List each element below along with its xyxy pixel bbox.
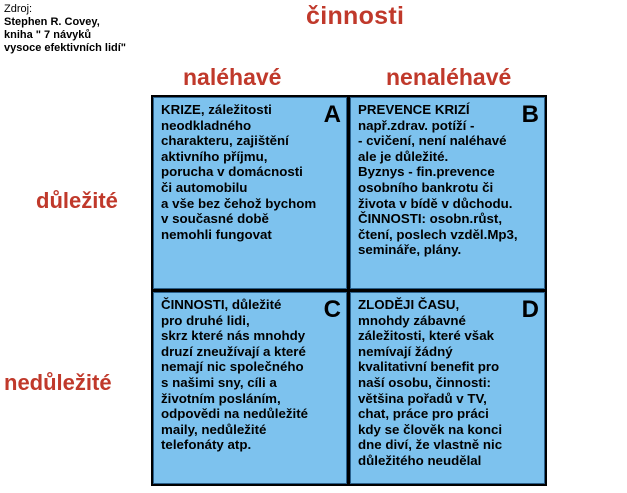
source-book-line2: vysoce efektivních lidí": [4, 42, 126, 54]
column-header-urgent: naléhavé: [183, 64, 282, 90]
quadrant-b-letter: B: [521, 101, 539, 128]
row-header-important: důležité: [36, 188, 118, 213]
quadrant-c-text: ČINNOSTI, důležité pro druhé lidi, skrz které nás mnohdy druzí zneužívají a které nemají nic společného s našimi sny, cíli a životním posláním, odpovědi na nedůležité maily, nedůležité telefonáty atp.: [161, 297, 309, 453]
quadrant-a-letter: A: [323, 101, 341, 128]
quadrant-d-letter: D: [521, 296, 539, 323]
quadrant-b-text: PREVENCE KRIZÍ např.zdrav. potíží - - cvičení, není naléhavé ale je důležité. Byznys - fin.prevence osobního bankrotu či života v bídě v důchodu. ČINNOSTI: osobn.růst, čtení, poslech vzděl.Mp3, semináře, plány.: [358, 102, 518, 258]
source-author: Stephen R. Covey,: [4, 16, 100, 28]
source-label: Zdroj:: [4, 3, 33, 15]
quadrant-d-text: ZLODĚJI ČASU, mnohdy zábavné záležitosti, které však nemívají žádný kvalitativní benefit pro naší osobu, činnosti: většina pořadů v TV, chat, práce pro práci kdy se člověk na konci dne diví, že vlastně nic důležitého neudělal: [358, 297, 503, 468]
quadrant-a: [153, 97, 347, 289]
quadrant-c: [153, 292, 347, 484]
quadrant-grid: [151, 95, 547, 486]
quadrant-b: [350, 97, 545, 289]
diagram-title: činnosti: [306, 2, 405, 30]
row-header-not-important: nedůležité: [4, 370, 112, 395]
source-book-line1: kniha " 7 návyků: [4, 29, 92, 41]
column-header-not-urgent: nenaléhavé: [386, 64, 512, 90]
quadrant-d: [350, 292, 545, 484]
source-note: [4, 3, 126, 55]
quadrant-a-text: KRIZE, záležitosti neodkladného charakteru, zajištění aktivního příjmu, porucha v domácnosti či automobilu a vše bez čehož bychom v současné době nemohli fungovat: [161, 102, 317, 242]
quadrant-c-letter: C: [323, 296, 341, 323]
